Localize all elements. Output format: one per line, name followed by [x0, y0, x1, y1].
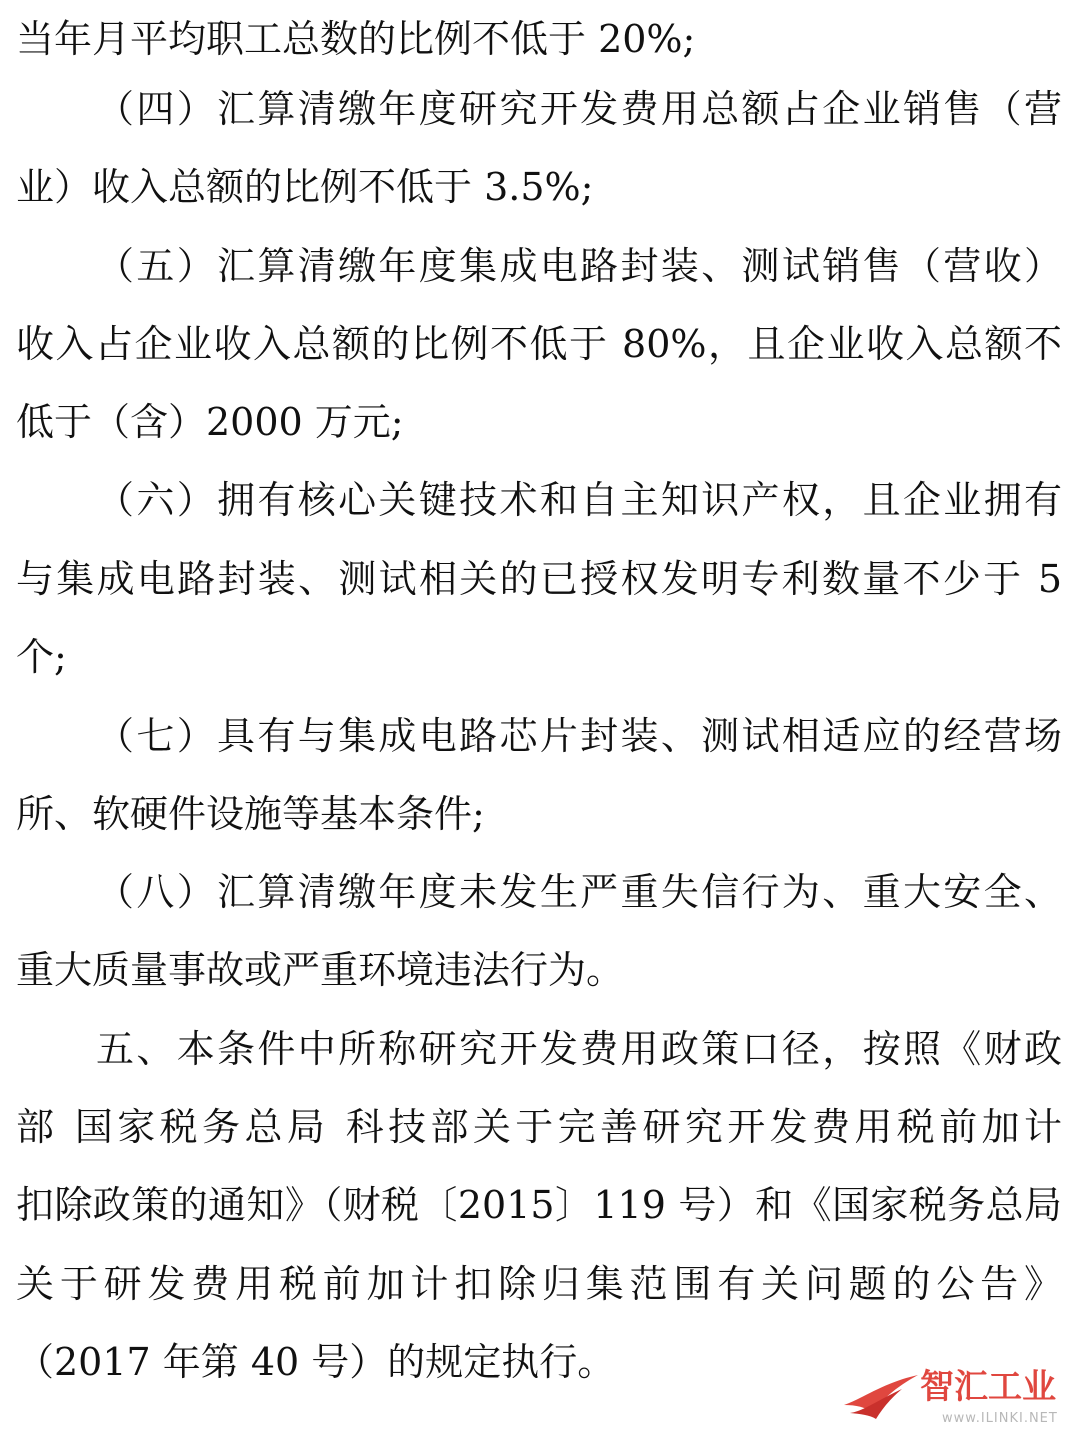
- watermark-title: 智汇工业: [920, 1367, 1056, 1407]
- text-line-6: 低于（含）2000 万元;: [16, 400, 404, 444]
- text-line-13: 重大质量事故或严重环境违法行为。: [16, 948, 625, 992]
- text-line-12: （八）汇算清缴年度未发生严重失信行为、重大安全、: [96, 870, 1062, 914]
- text-line-11: 所、软硬件设施等基本条件;: [16, 792, 485, 836]
- text-line-10: （七）具有与集成电路芯片封装、测试相适应的经营场: [96, 714, 1062, 758]
- text-line-9: 个;: [16, 635, 67, 679]
- text-line-1: 当年月平均职工总数的比例不低于 20%;: [16, 17, 696, 61]
- watermark: [842, 1363, 1072, 1435]
- text-line-5: 收入占企业收入总额的比例不低于 80%，且企业收入总额不: [16, 322, 1062, 366]
- text-line-16: 扣除政策的通知》（财税〔2015〕119 号）和《国家税务总局: [16, 1183, 1062, 1227]
- text-line-15: 部 国家税务总局 科技部关于完善研究开发费用税前加计: [16, 1105, 1062, 1149]
- watermark-url: www.ILINKI.NET: [942, 1411, 1058, 1426]
- text-line-18: （2017 年第 40 号）的规定执行。: [16, 1340, 616, 1384]
- text-line-14: 五、本条件中所称研究开发费用政策口径，按照《财政: [96, 1027, 1062, 1071]
- text-line-8: 与集成电路封装、测试相关的已授权发明专利数量不少于 5: [16, 557, 1062, 601]
- text-line-2: （四）汇算清缴年度研究开发费用总额占企业销售（营: [96, 87, 1062, 131]
- text-line-7: （六）拥有核心关键技术和自主知识产权，且企业拥有: [96, 478, 1062, 522]
- text-line-4: （五）汇算清缴年度集成电路封装、测试销售（营收）: [96, 244, 1062, 288]
- swoosh-logo-icon: [842, 1369, 922, 1423]
- text-line-17: 关于研发费用税前加计扣除归集范围有关问题的公告》: [16, 1262, 1062, 1306]
- text-line-3: 业）收入总额的比例不低于 3.5%;: [16, 165, 594, 209]
